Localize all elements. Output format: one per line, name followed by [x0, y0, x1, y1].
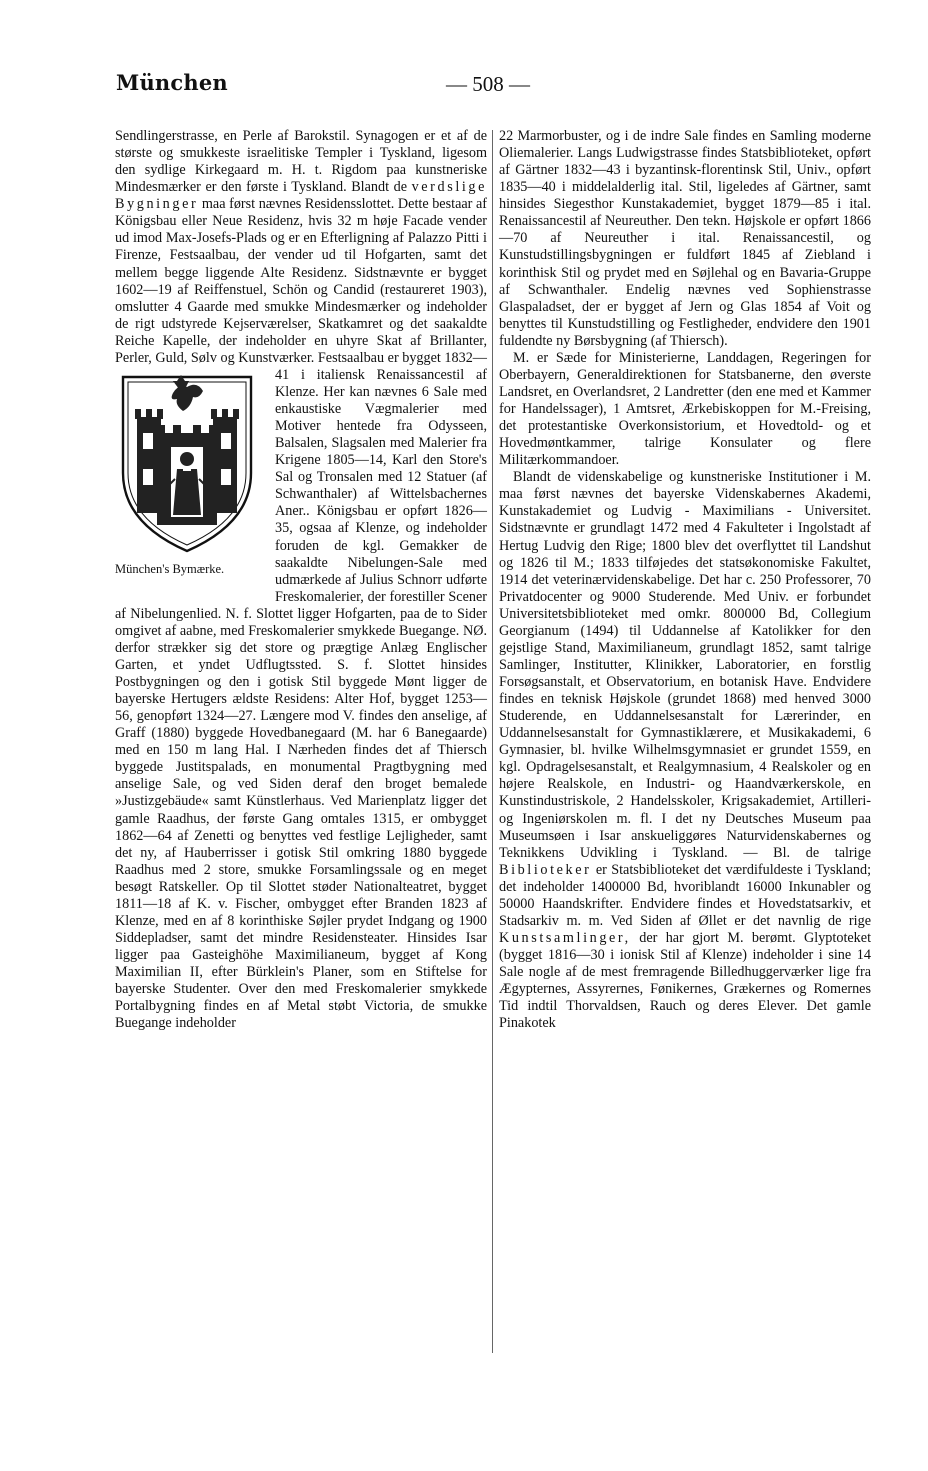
spaced-emphasis: verdslige Bygninger [115, 179, 487, 213]
running-head [116, 66, 876, 106]
paragraph: M. er Sæde for Ministerierne, Landdagen, Regeringen for Oberbayern, Generaldirektionen for Statsbanerne, den øverste Landsret, en Overlandsret, 2 Landretter (den ene med et Kammer for Handelssager), 1 Amtsret, Ærkebiskoppen for M.-Freising, det protestantiske Overkonsistorium, et Hovedtold- og et Hovedmøntkammer, talrige Konsulater og flere Militærkommandoer. [499, 349, 871, 469]
body-text: er Statsbiblioteket det værdifuldeste i Tyskland; det indeholder 1400000 Bd, hvoriblandt 16000 Inkunabler og 50000 Haandskrifter. Endvidere findes et Hovedstatsarkiv, et Stadsarkiv m. m. Ved Siden af Øllet er det navnlig de rige [499, 861, 872, 929]
body-text: der har gjort M. berømt. Glyptoteket (bygget 1816—30 i ionisk Stil af Klenze) indeholder i sine 14 Sale nogle af de mest fremragende Billedhuggerværker lige fra Ægypternes, Assyrernes, Fønikernes, Grækernes og Romernes Tid indtil Thorvaldsen, Rauch og deres Elever. Det gamle Pinakotek [499, 929, 872, 1032]
spaced-emphasis: Biblioteker [499, 861, 592, 878]
paragraph: 22 Marmorbuster, og i de indre Sale findes en Samling moderne Oliemalerier. Langs Ludwigstrasse findes Statsbiblioteket, opført af Gärtner 1832—43 i byzantinsk-florentinsk Stil, Univ., opført 1835—40 i middelalderlig ital. Stil, ligeledes af Gärtner, samt hinsides Siegesthor Kunstakademiet, bygget 1879—85 i ital. Renaissancestil af Neureuther. Den tekn. Højskole er opført 1866—70 af Neureuther i ital. Renaissancestil, og Kunstudstillingsbygningen er fuldført 1845 af Ziebland i korinthisk Stil og prydet med en Søjlehal og en Bavaria-Gruppe af Schwanthaler. Endelig nævnes ved Sophienstrasse Glaspaladset, der er bygget af Jern og Glas 1854 af Voit og benyttes til Kunstudstilling og Festligheder, endvidere den 1901 fuldendte ny Børsbygning (af Thiersch). [499, 128, 871, 349]
page-number: — 508 — [446, 72, 530, 96]
column-divider [492, 130, 493, 1353]
body-text: Blandt de videnskabelige og kunstneriske Institutioner i M. maa først nævnes det bayerske Videnskabernes Akademi, Kunstakademiet og Ludvig - Maximilians - Universitet. Sidstnævnte er grundlagt 1472 med 4 Fakulteter i Ingolstadt af Hertug Ludvig den Rige; 1800 blev det overflyttet til Landshut og 1826 til M.; 1833 tilføjedes det statsøkonomiske Fakultet, 1914 det veterinærvidenskabelige. Det har c. 250 Professorer, 70 Privatdocenter og 9000 Studerende. Med Univ. er forbundet Universitetsbiblioteket med omkr. 800000 Bd, Collegium Georgianum (1494) til Uddannelse af Katolikker for den gejstlige Stand, Maximilianeum, grundlagt 1852, samt talrige Samlinger, Institutter, Klinikker, Laboratorier, en forstlig Forsøgsanstalt, et Observatorium, en botanisk Have. Endvidere findes en teknisk Højskole (grundet 1868) med henved 3000 Studerende, en Uddannelsesanstalt for Lærerinder, en Uddannelsesanstalt for Gymnastiklærere, et Musikakademi, 6 Gymnasier, bl. hvilke Wilhelmsgymnasiet er grundet 1559, en kgl. Opdragelsesanstalt, et Realgymnasium, 4 Realskoler og en højere Realskole, en Industri- og Haandværkerskole, en Kunstindustriskole, 2 Handelsskoler, Krigsakademiet, Artilleri- og Ingeniørskolen m. fl. I det ny Deutsches Museum paa Museumsøen i Isar anskueliggøres Naturvidenskabernes og Teknikkens Udvikling i Tyskland. — Bl. de talrige [499, 469, 871, 861]
column-right [499, 128, 871, 1032]
column-left [115, 128, 487, 1032]
coat-of-arms-figure [115, 367, 267, 589]
body-text: Sendlingerstrasse, en Perle af Barokstil. Synagogen er et af de største og smukkeste israelitiske Templer i Tyskland, ligesom den sydlige Kirkegaard m. H. t. Rigdom paa kunstneriske Mindesmærker er den første i Tyskland. Blandt de [115, 128, 487, 196]
page-title: München [116, 70, 228, 95]
spaced-emphasis: Kunstsamlinger, [499, 929, 631, 946]
figure-caption: München's Bymærke. [115, 561, 225, 576]
body-text: maa først nævnes Residensslottet. Dette bestaar af Königsbau eller Neue Residenz, hvis 32 m høje Facade vender ud imod Max-Josefs-Plads og er en Efterligning af Palazzo Pitti i Firenze, Festsaalbau, der vender ud til Hofgarten, samt det mellem begge liggende Alte Residenz. Sidstnævnte er bygget 1602—19 af Reiffenstuel, Schön og Candid (restaureret 1903), omslutter 4 Gaarde med smukke Mindesmærker og indeholder de rigt udstyrede Kejserværelser, Skatkamret og det saakaldte Reiche Kapelle, der indeholder en uhyre Skat af Brillanter, Perler, Guld, Sølv og Kunstværker. Festsaalbau er byg München's Bymærke. get 1832—41 i italiensk Renaissancestil af Klenze. Her kan nævnes 6 Sale med enkaustiske Vægmalerier med Motiver hentede fra Odysseen, Balsalen, Slagsalen med Malerier fra Krigene 1805—14, Karl den Store's Sal og Tronsalen med 12 Statuer (af Schwanthaler) af Wittelsbachernes Aner.. Königsbau er opført 1826—35, ogsaa af Klenze, og indeholder foruden de kgl. Gemakker de saakaldte Nibelungen-Sale med udmærkede af Julius Schnorr udførte Freskomalerier, der forestiller Scener af Nibelungenlied. N. f. Slottet ligger Hofgarten, paa de to Sider omgivet af aabne, med Freskomalerier smykkede Buegange. NØ. derfor strækker sig det store og prægtige Anlæg Englischer Garten, et yndet Udflugtssted. S. f. Slottet hinsides Postbygningen og den i gotisk Stil byggede Mønt ligger de bayerske Hertugers ældste Residens: Alter Hof, bygget 1253—56, genopført 1324—27. Længere mod V. findes den anselige, af Graff (1880) byggede Hovedbanegaard (M. har 6 Banegaarde) med en 150 m lang Hal. I Nærheden findes det af Thiersch byggede Justitspalads, en monumental Pragtbygning med anselige Sale, og ved Siden deraf den broget bemalede »Justizgebäude« samt Künstlerhaus. Ved Marienplatz ligger det gamle Raadhus, der første Gang omtales 1315, er ombygget 1862—64 af Zenetti og benyttes ved festlige Lejligheder, samt det ny, af Hauberrisser i gotisk Stil omkring 1880 byggede Raadhus med 2 store, smukke Forsamlingssale og en meget besøgt Ratskeller. Op til Slottet støder Nationalteatret, bygget 1811—18 af K. v. Fischer, ombygget efter Branden 1823 af Klenze, med en af 8 korinthiske Søjler prydet Indgang og 1900 Siddepladser, samt det mindre Residensteater. Hinsides Isar ligger paa Gasteighöhe Maximilianeum, bygget af Kong Maximilian II, efter Bürklein's Planer, som en Stiftelse for bayerske Studenter. Over den med Freskomalerier smykkede Portalbygning findes en af Metal støbt Victoria, de smukke Buegange indeholder [115, 196, 487, 1032]
paragraph [115, 128, 487, 1032]
paragraph [499, 469, 871, 1032]
coat-of-arms-icon [117, 373, 257, 555]
